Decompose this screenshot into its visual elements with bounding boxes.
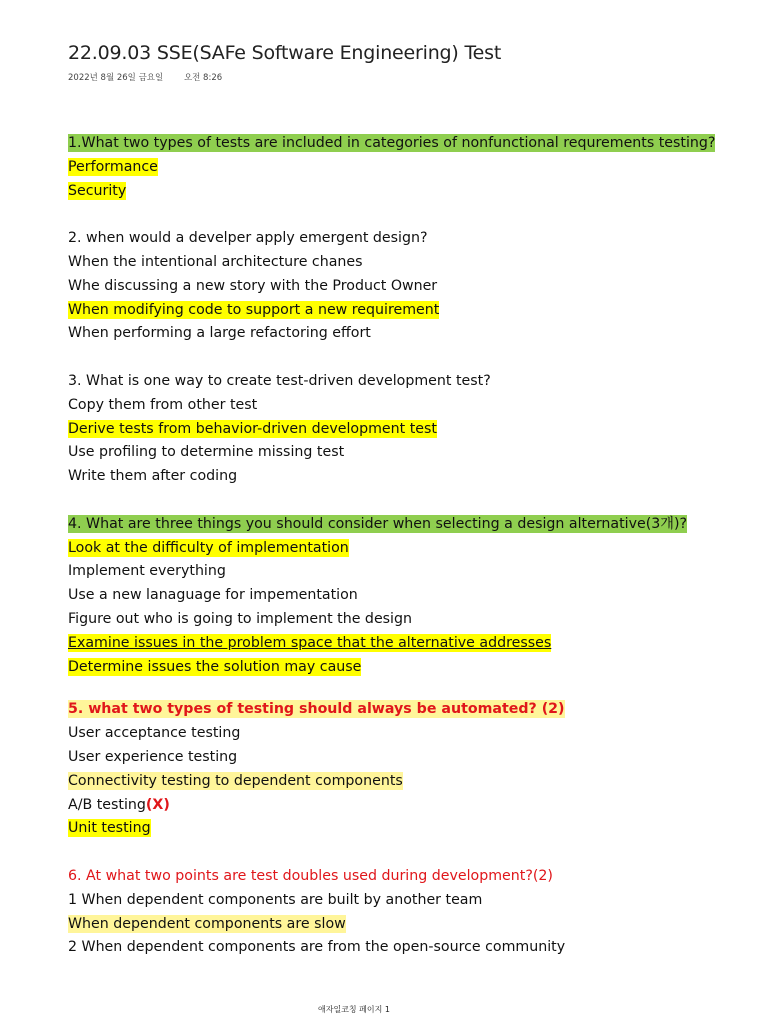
answer-option (68, 936, 728, 960)
answer-correct: Performance (68, 158, 158, 175)
answer-option (68, 817, 728, 841)
answer-text: Figure out who is going to implement the design (68, 610, 412, 627)
question-3-text: 3. What is one way to create test-driven development test? (68, 372, 491, 389)
answer-option (68, 632, 728, 656)
answer-text: User acceptance testing (68, 725, 241, 742)
answer-text: 2 When dependent components are from the open-source community (68, 939, 566, 956)
answer-text: Implement everything (68, 563, 226, 580)
answer-option (68, 299, 728, 323)
question-3 (68, 370, 728, 394)
answer-option (68, 608, 728, 632)
answer-text: Write them after coding (68, 468, 238, 485)
answer-correct: Connectivity testing to dependent components (68, 772, 403, 789)
answer-option (68, 275, 728, 299)
answer-text: A/B testing (68, 796, 146, 813)
answer-correct: When modifying code to support a new requirement (68, 301, 440, 318)
document-date: 2022년 8월 26일 금요일 (68, 73, 164, 83)
answer-correct: Examine issues in the problem space that the alternative addresses (68, 634, 552, 651)
answer-option (68, 584, 728, 608)
answer-option (68, 770, 728, 794)
page-footer: 애자일코칭 페이지 1 (318, 1005, 390, 1014)
answer-option (68, 560, 728, 584)
answer-text: When performing a large refactoring effort (68, 325, 371, 342)
document-time: 오전 8:26 (183, 73, 223, 83)
answer-correct: Unit testing (68, 820, 151, 837)
answer-text: Whe discussing a new story with the Product Owner (68, 277, 438, 294)
answer-text: User experience testing (68, 748, 238, 765)
answer-option (68, 180, 728, 204)
answer-option (68, 794, 728, 818)
answer-text: Use a new lanaguage for impementation (68, 587, 358, 604)
answer-text: 1 When dependent components are built by another team (68, 891, 483, 908)
question-6 (68, 865, 728, 889)
document-meta (68, 71, 222, 83)
answer-text: When the intentional architecture chanes (68, 253, 363, 270)
question-2-text: 2. when would a develper apply emergent design? (68, 230, 428, 247)
question-1-text: 1.What two types of tests are included in categories of nonfunctional requrements testing? (68, 135, 716, 151)
answer-option (68, 156, 728, 180)
answer-option (68, 441, 728, 465)
answer-option (68, 251, 728, 275)
question-4-text: 4. What are three things you should consider when selecting a design alternative(3개)? (68, 515, 688, 532)
answer-option (68, 889, 728, 913)
wrong-mark: (X) (145, 796, 170, 813)
answer-option (68, 746, 728, 770)
answer-text: Use profiling to determine missing test (68, 444, 345, 461)
answer-option (68, 418, 728, 442)
answer-text: Copy them from other test (68, 396, 258, 413)
answer-correct: Look at the difficulty of implementation (68, 539, 349, 556)
question-5-text: 5. what two types of testing should always be automated? (2) (68, 701, 565, 718)
question-2 (68, 227, 728, 251)
answer-option (68, 465, 728, 489)
answer-correct: When dependent components are slow (68, 915, 346, 932)
question-5 (68, 698, 728, 722)
question-4 (68, 513, 728, 537)
question-6-text: 6. At what two points are test doubles used during development?(2) (68, 867, 553, 884)
answer-option (68, 322, 728, 346)
answer-option (68, 656, 728, 680)
answer-correct: Security (68, 182, 127, 199)
answer-option (68, 394, 728, 418)
answer-option (68, 913, 728, 937)
answer-correct: Determine issues the solution may cause (68, 658, 362, 675)
question-1 (68, 132, 728, 156)
document-title: 22.09.03 SSE(SAFe Software Engineering) Test (68, 42, 502, 64)
document-body (68, 132, 728, 960)
answer-option (68, 537, 728, 561)
answer-correct: Derive tests from behavior-driven development test (68, 420, 437, 437)
answer-option (68, 722, 728, 746)
